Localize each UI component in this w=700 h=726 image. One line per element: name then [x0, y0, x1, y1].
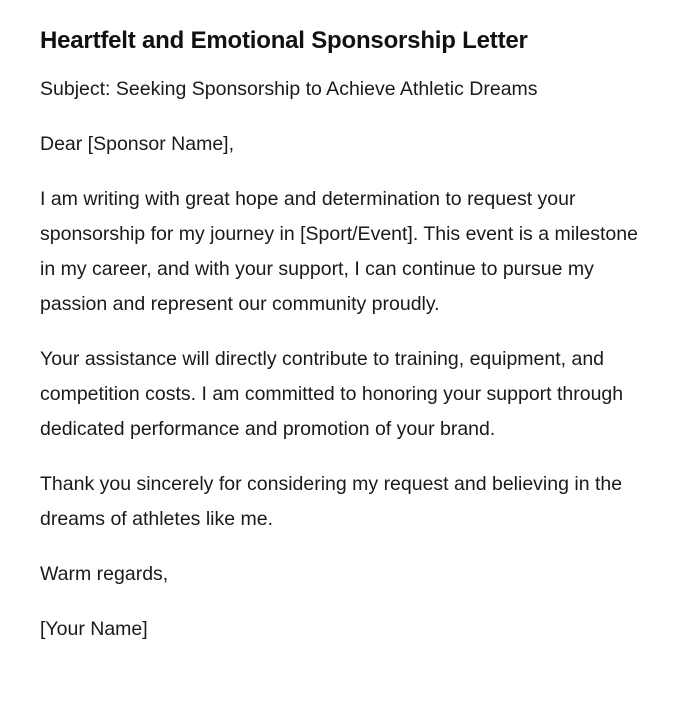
letter-title: Heartfelt and Emotional Sponsorship Letter [40, 27, 528, 54]
letter-document [40, 24, 650, 667]
letter-greeting: Dear [Sponsor Name], [40, 133, 235, 155]
letter-paragraph-thanks: Thank you sincerely for considering my request and believing in the dreams of athletes like me. [40, 473, 623, 530]
letter-subject: Subject: Seeking Sponsorship to Achieve Athletic Dreams [40, 78, 538, 100]
letter-closing: Warm regards, [40, 563, 169, 585]
letter-paragraph-assistance: Your assistance will directly contribute to training, equipment, and competition costs. I am committed to honoring your support through dedicated performance and promotion of your brand. [40, 348, 624, 440]
letter-paragraph-request: I am writing with great hope and determination to request your sponsorship for my journey in [Sport/Event]. This event is a milestone in my career, and with your support, I can continue to pursue my passion and represent our community proudly. [40, 188, 638, 315]
letter-signature: [Your Name] [40, 618, 148, 640]
